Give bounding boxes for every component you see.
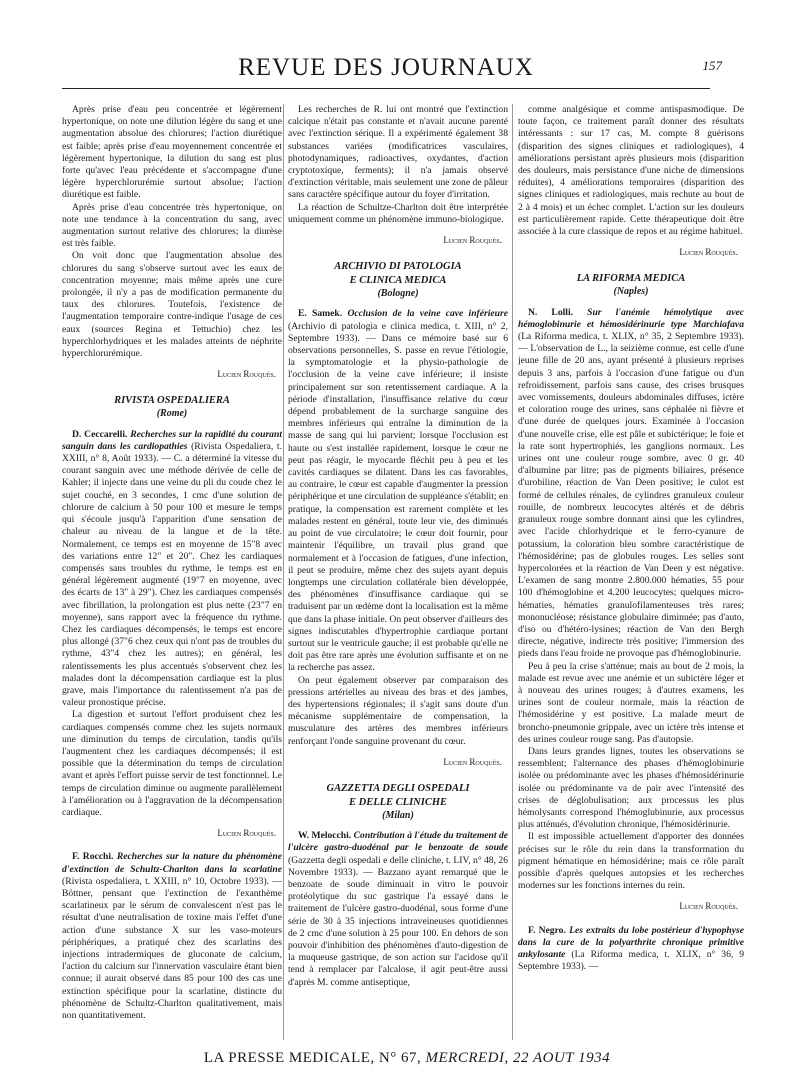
article-author: D. Ceccarelli. xyxy=(72,428,128,440)
paragraph: Après prise d'eau concentrée très hypertonique, on note une tendance à la concentration du sang, avec augmentation surtout relative des chlorures; la diurèse est très faible. xyxy=(62,201,282,250)
paragraph: La digestion et surtout l'effort produisent chez les cardiaques compensés comme chez les sujets normaux une diminution du temps de circulation, tandis qu'ils l'augmentent chez les cardiaques décompensés; il est possible que la détermination du temps de circulation avant et après l'effort puisse servir de test fonctionnel. Le temps de circulation diminue ou augmente parallèlement à l'amélioration ou à l'aggravation de la décompensation cardiaque. xyxy=(62,709,282,818)
author-signature: Lucien Rouquès. xyxy=(679,247,738,258)
column-1 xyxy=(62,104,282,1044)
journal-title: RIVISTA OSPEDALIERA xyxy=(114,395,230,407)
column-divider xyxy=(512,104,513,1040)
article-text: (Rivista Ospedaliera, t. XXIII, n° 8, Août 1933). — C. a déterminé la vitesse du courant sanguin avec une méthode dérivée de celle de Kahler; il injecte dans une veine du pli du coude chez le sujet couché, en 3 secondes, 1 cmc d'une solution de chlorure de calcium à 50 pour 100 et mesure le temps qui s'écoule jusqu'à l'apparition d'une sensation de chaleur au niveau de la langue et de la tête. Normalement, ce temps est en moyenne de 15"8 avec des variations entre 12" et 20". Chez les cardiaques compensés sans troubles du rythme, le temps est en général légèrement augmenté (19"7 en moyenne, avec des écarts de 13" à 29"). Chez les cardiaques compensés avec fibrillation, la prolongation est plus nette (23"7 en moyenne), sans rapport avec la fréquence du rythme. Chez les cardiaques décompensés, le temps est encore plus allongé (37"6 chez ceux qui n'ont pas de troubles du rythme, 43"4 chez les autres); en général, les ralentissements les plus accentués s'observent chez les malades dont la décompensation cardiaque est la plus grave, mais l'importance du ralentissement n'a pas de valeur pronostique précise. xyxy=(62,440,282,709)
article-text: (Gazzetta degli ospedali e delle cliniche, t. LIV, n° 48, 26 Novembre 1933). — Bazzano ayant remarqué que le benzoate de soude diminuait in vitro le pouvoir protéolytique du suc gastrique l'a essayé dans le traitement de l'ulcère gastro-duodénal, sous forme d'une série de 30 à 35 injections intraveineuses quotidiennes de 2 cmc d'une solution à 25 pour 100. En dehors de son pouvoir d'inhibition des phénomènes d'auto-digestion de la muqueuse gastrique, de son action sur l'acidose qu'il tend à remplacer par l'alcalose, il agit peut-être aussi d'après M. comme antiseptique, xyxy=(288,854,508,988)
author-signature: Lucien Rouquès. xyxy=(443,756,502,767)
article-title: Recherches sur la nature du phénomène d'extinction de Schultz-Charlton dans la scarlatine xyxy=(62,851,282,875)
paragraph: Peu à peu la crise s'atténue; mais au bout de 2 mois, la malade est revue avec une anémie et un subictère léger et à nouveau des urines rouges; à d'autres examens, les urines sont de couleur normale, mais la réaction de l'hémosidérine y est positive. La malade meurt de broncho-pneumonie grippale, avec un ictère très intense et des urines couleur rouge sang. Pas d'autopsie. xyxy=(518,660,744,745)
abstract xyxy=(518,925,744,974)
article-author: W. Melocchi. xyxy=(298,830,352,842)
article-title: Recherches sur la rapidité du courant sanguin dans les cardiopathies xyxy=(62,428,282,452)
footer-date: MERCREDI, 22 AOUT 1934 xyxy=(425,1050,611,1066)
article-title: Les extraits du lobe postérieur d'hypophyse dans la cure de la polyarthrite chronique primitive ankylosante xyxy=(518,924,744,960)
paragraph: Les recherches de R. lui ont montré que l'extinction calcique n'était pas constante et n'avait aucune parenté avec l'extinction sérique. Il a expérimenté également 38 substances variées (modificatrices vasculaires, photodynamiques, radioactives, oxydantes, d'action cryptotoxique, ferments); il n'a jamais observé d'extinction véritable, mais seulement une zone de pâleur sans caractère spécifique autour du foyer d'irritation. xyxy=(288,104,508,201)
page-footer xyxy=(62,1050,752,1067)
author-signature: Lucien Rouquès. xyxy=(679,901,738,912)
journal-title xyxy=(288,260,508,288)
article-author: N. Lolli. xyxy=(528,306,574,318)
journal-place: (Naples) xyxy=(613,286,649,298)
article-title: Occlusion de la veine cave inférieure xyxy=(347,308,508,320)
article-text: (Rivista ospedaliera, t. XXIII, n° 10, Octobre 1933). — Böttner, pensant que l'extinction de l'exanthème scarlatineux par le sérum de convalescent n'est pas le résultat d'une neutralisation de toxine mais l'effet d'une action d'une substance X sur les vaso-moteurs périphériques, a pratiqué chez des scarlatins des injections intradermiques de gluconate de calcium, l'action du calcium sur l'innervation vasculaire étant bien connue; il aurait observé dans 85 pour 100 des cas une extinction spécifique pour la scarlatine, distincte du phénomène de Schultz-Charlton qualitativement, mais non quantitativement. xyxy=(62,875,282,1022)
author-signature: Lucien Rouquès. xyxy=(443,235,502,246)
paragraph: On peut également observer par comparaison des pressions artérielles au niveau des bras et des jambes, des hypertensions régionales; il s'agit sans doute d'un mécanisme supplémentaire de compensation, la musculature des artères des membres inférieurs renforçant l'onde sanguine provenant du cœur. xyxy=(288,674,508,747)
abstract xyxy=(62,429,282,710)
journal-title xyxy=(288,782,508,810)
abstract xyxy=(288,308,508,674)
article-text: (La Riforma medica, t. XLIX, n° 35, 2 Septembre 1933). — L'observation de L., la seizième connue, est celle d'une jeune fille de 20 ans, ayant présenté à plusieurs reprises depuis 3 ans, parfois à l'occasion d'une fatigue ou d'un refroidissement, parfois sans cause, des crises brusques avec vomissements, douleurs abdominales diffuses, ictère et coloration rouge des urines, sans céphalée ni fièvre et d'une durée de quelques jours. Examinée à l'occasion d'une nouvelle crise, elle est pâle et subictérique; le foie et la rate sont hypertrophiés, les ganglions normaux. Les urines ont une couleur rouge sombre, avec 0 gr. 40 d'albumine par litre; pas de pigments biliaires, présence d'urobiline, réaction de Van Deen positive; le culot est formé de cellules rénales, de cylindres granuleux couleur rouille, de nombreux leucocytes altérés et de débris granuleux rouge sombre donnant ainsi que les cylindres, avec l'acide chlorhydrique et le ferro-cyanure de potassium, la coloration bleu sombre caractéristique de l'hémosidérine; pas de globules rouges. Les selles sont hypercolorées et la réaction de Van Deen y est négative. L'examen de sang montre 2.800.000 hématies, 55 pour 100 d'hémoglobine et 4.200 leucocytes; quelques micro-hématies, hématies granulofilamenteuses très rares; mononucléose; résistance globulaire diminuée; pas d'auto, d'iso ou d'hétéro-lysines; réaction de Van den Bergh directe, négative, indirecte très positive; l'immersion des pieds dans l'eau froide ne provoque pas d'hémoglobinurie. xyxy=(518,331,744,660)
page-number: 157 xyxy=(702,58,722,73)
paragraph: comme analgésique et comme antispasmodique. De toute façon, ce traitement paraît donner des résultats intéressants : sur 17 cas, M. compte 8 guérisons (disparition des signes cliniques et radiologiques), 4 améliorations persistant après plusieurs mois (disparition des douleurs, mais persistance d'une niche de dimensions réduites), 4 améliorations temporaires (disparition des signes cliniques et radiologiques, mais rechute au bout de 2 à 4 mois) et un échec complet. L'action sur les douleurs est particulièrement rapide. Cette thérapeutique doit être associée à la cure classique de repos et au régime habituel. xyxy=(518,104,744,238)
article-title: Sur l'anémie hémolytique avec hémoglobinurie et hémosidérinurie type Marchiafava xyxy=(518,306,744,330)
journal-title: LA RIFORMA MEDICA xyxy=(576,273,686,285)
article-author: F. Rocchi. xyxy=(72,851,114,863)
journal-place: (Bologne) xyxy=(377,288,419,300)
journal-title-line: GAZZETTA DEGLI OSPEDALI xyxy=(326,782,470,794)
journal-place: (Rome) xyxy=(156,408,188,420)
journal-title-line: E CLINICA MEDICA xyxy=(349,275,447,287)
paragraph: La réaction de Schultze-Charlton doit être interprétée uniquement comme un phénomène immuno-biologique. xyxy=(288,201,508,225)
page-header xyxy=(62,52,722,89)
column-2 xyxy=(288,104,508,1044)
author-signature: Lucien Rouquès. xyxy=(217,828,276,839)
paragraph: Après prise d'eau peu concentrée et légèrement hypertonique, on note une dilution légère du sang et une augmentation absolue des chlorures; l'action diurétique est faible; après prise d'eau moyennement concentrée et légèrement hypertonique, la dilution du sang est plus forte qu'avec l'eau précédente et s'accompagne d'une légère hyperchlorurémie surtout absolue; l'action diurétique est faible. xyxy=(62,104,282,201)
three-column-body xyxy=(62,104,746,1046)
article-author: F. Negro. xyxy=(528,924,566,936)
column-divider xyxy=(283,104,284,1040)
paragraph: Il est impossible actuellement d'apporter des données précises sur le rôle du rein dans la transformation du pigment hématique en hémosidérine; mais ce rôle paraît possible d'après quelques autopsies et les recherches modernes sur les fonctions internes du rein. xyxy=(518,831,744,892)
footer-journal: LA PRESSE MEDICALE, N° 67, xyxy=(203,1050,422,1066)
article-text: (La Riforma medica, t. XLIX, n° 36, 9 Septembre 1933). — xyxy=(518,949,744,973)
column-3 xyxy=(518,104,744,1044)
journal-title-line: ARCHIVIO DI PATOLOGIA xyxy=(334,261,462,273)
journal-title-line: E DELLE CLINICHE xyxy=(348,796,448,808)
article-text: (Archivio di patologia e clinica medica, t. XIII, n° 2, Septembre 1933). — Dans ce mémoire basé sur 6 observations personnelles, S. passe en revue l'étiologie, la symptomatologie et la physio-pathologie de l'occlusion de la veine cave inférieure; il insiste principalement sur son retentissement cardiaque. A la période d'installation, l'insuffisance relative du cœur dépend probablement de la surcharge sanguine des membres inférieurs qui entraîne la diminution de la masse de sang qui lui parvient; lorsque l'occlusion est haute ou s'est installée rapidement, lorsque le cœur ne peut pas réagir, le myocarde fléchit peu à peu et les cavités cardiaques se dilatent. Dans les cas favorables, au contraire, le cœur est capable d'augmenter la pression périphérique et une circulation de suppléance s'établit; en pratique, la compensation est rarement complète et les malades restent en général, toute leur vie, des diminués au point de vue circulatoire; le cœur doit fournir, pour maintenir l'équilibre, un travail plus grand que normalement et à l'occasion de fatigues, d'une infection, il peut se produire, même chez des sujets ayant depuis longtemps une circulation collatérale bien développée, des phénomènes d'insuffisance cardiaque qui se traduisent par un œdème dont la localisation est la même que dans la phase initiale. On peut observer d'ailleurs des signes indiscutables d'hypertrophie cardiaque portant surtout sur le ventricule gauche; il est probable qu'elle ne doit pas être rare après une évolution suffisante et on ne la recherche pas assez. xyxy=(288,320,508,674)
abstract xyxy=(518,307,744,661)
abstract xyxy=(288,830,508,989)
article-author: E. Samek. xyxy=(298,308,343,320)
journal-place: (Milan) xyxy=(382,809,414,821)
article-title: Contribution à l'étude du traitement de l'ulcère gastro-duodénal par le benzoate de soude xyxy=(288,830,508,854)
paragraph: On voit donc que l'augmentation absolue des chlorures du sang s'observe surtout avec les eaux de concentration moyenne; mais même après une cure prolongée, il n'y a pas de modification permanente du taux des chlorures. Toutefois, l'existence de l'augmentation temporaire contre-indique l'usage de ces eaux (sources Regina et Tettuchio) chez les hyperchlorhydriques et les malades atteints de néphrite hyperchlorurémique. xyxy=(62,250,282,360)
abstract xyxy=(62,851,282,1022)
author-signature: Lucien Rouquès. xyxy=(217,369,276,380)
section-title: REVUE DES JOURNAUX xyxy=(238,54,534,81)
paragraph: Dans leurs grandes lignes, toutes les observations se ressemblent; l'alternance des phases d'hémoglobinurie isolée ou prédominante avec les phases d'hémosidérinurie isolée ou prédominante va de pair avec l'intensité des crises de déglobulisation; aux processus les plus hémolysants correspond l'hémoglubinurie, aux processus plus atténués, d'évolution chronique, l'hémosidérinurie. xyxy=(518,745,744,831)
